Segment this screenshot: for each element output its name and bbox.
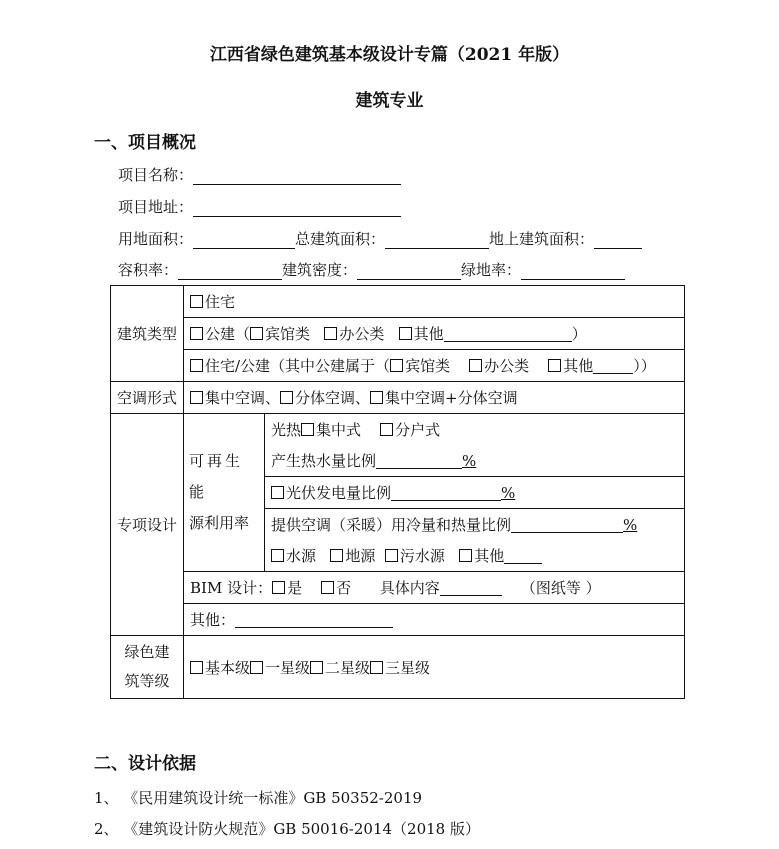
central-ac-text: 集中空调、 <box>205 389 281 407</box>
total-area-blank[interactable] <box>385 232 489 249</box>
section-heading-basis: 二、设计依据 <box>94 754 196 774</box>
row-public <box>184 318 685 350</box>
row-residential <box>184 286 685 318</box>
ac-label: 空调形式 <box>111 382 184 414</box>
solar-thermal-text: 光热 <box>271 421 302 439</box>
pv-checkbox[interactable] <box>271 486 284 499</box>
field-label: 项目名称： <box>118 166 194 184</box>
green-level-label-line2: 筑等级 <box>124 672 170 690</box>
row-mixed <box>184 350 685 382</box>
basic-level-text: 基本级 <box>205 658 251 677</box>
two-star-checkbox[interactable] <box>310 661 323 674</box>
source-other-blank[interactable] <box>504 548 542 564</box>
bim-content-text: 具体内容 <box>379 579 440 597</box>
row-bim <box>184 572 685 604</box>
land-area-blank[interactable] <box>193 232 295 249</box>
hot-water-pct: % <box>462 452 477 470</box>
office-text: 办公类 <box>339 325 385 343</box>
section-heading-overview: 一、项目概况 <box>94 133 196 153</box>
mixed-other-text: 其他 <box>563 357 594 375</box>
mixed-office-text: 办公类 <box>484 357 530 375</box>
sewage-source-text: 污水源 <box>399 547 445 565</box>
above-ground-area-blank[interactable] <box>594 232 642 249</box>
mixed-other-blank[interactable] <box>593 358 633 374</box>
hot-water-ratio-text: 产生热水量比例 <box>271 452 377 470</box>
row-solar-thermal <box>265 414 685 446</box>
public-other-checkbox[interactable] <box>399 327 412 340</box>
field-label: 地上建筑面积： <box>489 230 595 248</box>
water-source-text: 水源 <box>286 547 317 565</box>
special-other-blank[interactable] <box>235 612 393 628</box>
reference-item: 1、 《民用建筑设计统一标准》GB 50352-2019 <box>94 789 423 807</box>
renewable-label-line1: 可再生能 <box>189 452 244 501</box>
pv-ratio-blank[interactable] <box>391 485 501 501</box>
green-ratio-blank[interactable] <box>521 263 625 280</box>
bim-yes-text: 是 <box>287 579 303 597</box>
public-text: 公建（ <box>205 325 251 343</box>
residential-checkbox[interactable] <box>190 295 203 308</box>
building-type-label: 建筑类型 <box>111 286 184 382</box>
mixed-office-checkbox[interactable] <box>469 359 482 372</box>
row-ac-ratio <box>265 509 685 541</box>
split-ac-checkbox[interactable] <box>280 391 293 404</box>
source-other-text: 其他 <box>474 547 505 565</box>
bim-no-text: 否 <box>336 579 352 597</box>
close-paren: ） <box>571 325 587 343</box>
field-label: 项目地址： <box>118 198 194 216</box>
renewable-label <box>184 414 265 572</box>
project-address-blank[interactable] <box>193 200 401 217</box>
row-sources <box>265 540 685 572</box>
residential-text: 住宅 <box>205 293 236 311</box>
field-area-row <box>118 228 642 249</box>
centralized-checkbox[interactable] <box>301 423 314 436</box>
three-star-text: 三星级 <box>385 658 431 677</box>
mixed-other-checkbox[interactable] <box>548 359 561 372</box>
row-special-other <box>184 604 685 636</box>
document-title: 江西省绿色建筑基本级设计专篇（2021 年版） <box>209 45 570 65</box>
far-blank[interactable] <box>178 263 282 280</box>
mixed-hotel-text: 宾馆类 <box>405 357 451 375</box>
special-design-label: 专项设计 <box>111 414 184 636</box>
source-other-checkbox[interactable] <box>459 549 472 562</box>
field-label: 总建筑面积： <box>295 230 386 248</box>
mixed-hotel-checkbox[interactable] <box>390 359 403 372</box>
density-blank[interactable] <box>357 263 461 280</box>
green-level-label <box>111 636 184 699</box>
central-ac-checkbox[interactable] <box>190 391 203 404</box>
split-ac-text: 分体空调、 <box>295 389 371 407</box>
hot-water-ratio-blank[interactable] <box>376 453 462 469</box>
centralized-text: 集中式 <box>316 421 362 439</box>
bim-no-checkbox[interactable] <box>321 581 334 594</box>
combo-ac-text: 集中空调+分体空调 <box>385 389 518 407</box>
row-pv-ratio <box>265 477 685 509</box>
other-text: 其他 <box>413 325 444 343</box>
field-project-name <box>118 164 401 185</box>
field-project-address <box>118 196 401 217</box>
pv-pct: % <box>501 484 516 502</box>
sewage-source-checkbox[interactable] <box>385 549 398 562</box>
ground-source-checkbox[interactable] <box>330 549 343 562</box>
row-hot-water-ratio <box>265 445 685 477</box>
mixed-text: 住宅/公建（其中公建属于（ <box>205 357 391 375</box>
hotel-text: 宾馆类 <box>265 325 311 343</box>
field-label: 绿地率： <box>461 261 522 279</box>
ac-pct: % <box>623 516 638 534</box>
basic-level-checkbox[interactable] <box>190 661 203 674</box>
mixed-close: ）） <box>633 357 656 375</box>
document-subtitle: 建筑专业 <box>355 91 424 111</box>
row-green-level <box>184 636 685 699</box>
bim-yes-checkbox[interactable] <box>272 581 285 594</box>
household-text: 分户式 <box>395 421 441 439</box>
mixed-checkbox[interactable] <box>190 359 203 372</box>
project-name-blank[interactable] <box>193 168 401 185</box>
field-label: 建筑密度： <box>282 261 358 279</box>
household-checkbox[interactable] <box>380 423 393 436</box>
bim-prefix: BIM 设计： <box>190 579 273 597</box>
field-label: 用地面积： <box>118 230 194 248</box>
project-form-table <box>110 285 685 699</box>
office-checkbox[interactable] <box>324 327 337 340</box>
special-other-text: 其他： <box>190 611 236 629</box>
one-star-checkbox[interactable] <box>250 661 263 674</box>
two-star-text: 二星级 <box>325 658 371 677</box>
ground-source-text: 地源 <box>345 547 376 565</box>
public-checkbox[interactable] <box>190 327 203 340</box>
field-label: 容积率： <box>118 261 179 279</box>
reference-item: 2、 《建筑设计防火规范》GB 50016-2014（2018 版） <box>94 820 480 838</box>
row-ac <box>184 382 685 414</box>
renewable-label-line2: 源利用率 <box>189 514 250 532</box>
ac-ratio-blank[interactable] <box>511 517 623 533</box>
water-source-checkbox[interactable] <box>271 549 284 562</box>
bim-note: （图纸等 ） <box>520 579 601 597</box>
green-level-label-line1: 绿色建 <box>124 643 170 661</box>
one-star-text: 一星级 <box>265 658 311 677</box>
field-ratio-row <box>118 259 625 280</box>
bim-content-blank[interactable] <box>440 580 502 596</box>
three-star-checkbox[interactable] <box>370 661 383 674</box>
hotel-checkbox[interactable] <box>250 327 263 340</box>
pv-ratio-text: 光伏发电量比例 <box>286 484 392 502</box>
ac-ratio-text: 提供空调（采暖）用冷量和热量比例 <box>271 516 512 534</box>
combo-ac-checkbox[interactable] <box>370 391 383 404</box>
public-other-blank[interactable] <box>444 326 572 342</box>
